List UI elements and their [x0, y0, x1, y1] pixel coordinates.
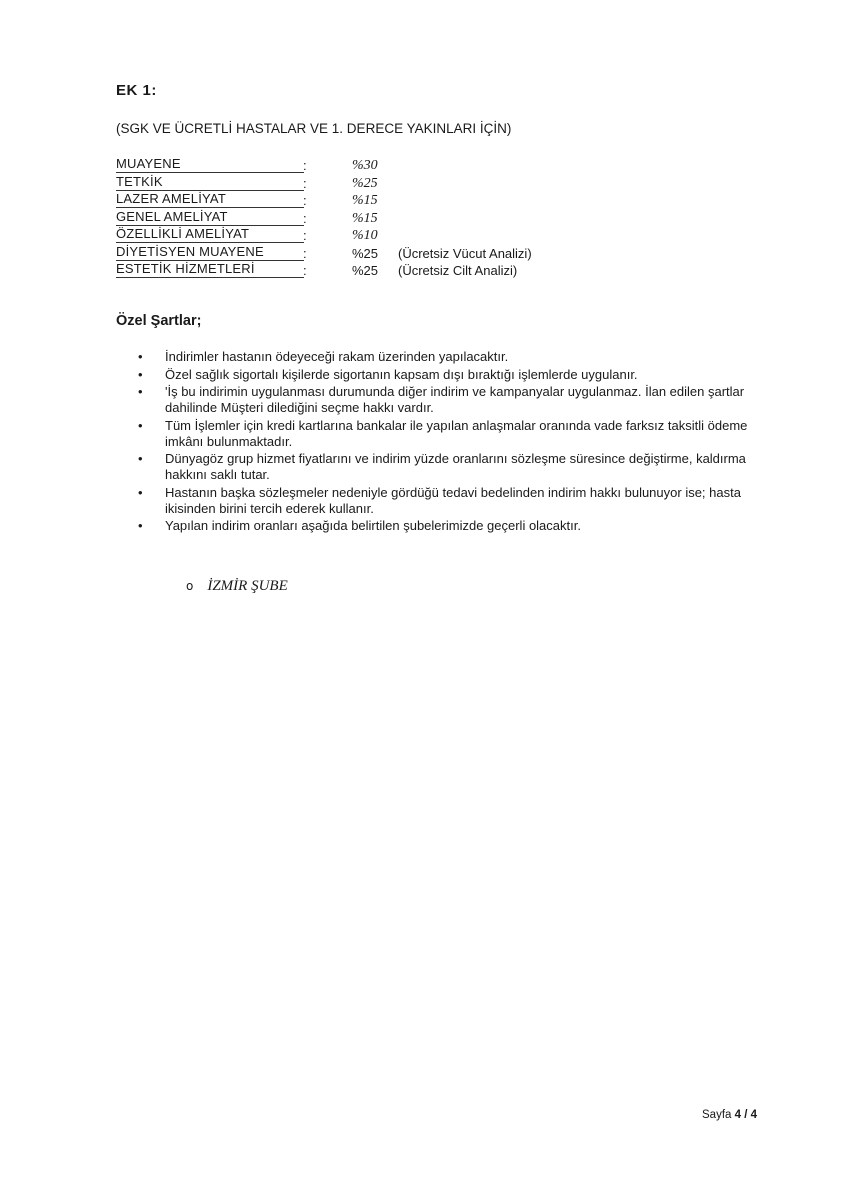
rate-row — [116, 210, 716, 228]
rate-value: %15 — [352, 193, 378, 208]
rate-row — [116, 157, 716, 175]
appendix-title: EK 1: — [116, 82, 157, 99]
rate-value: %25 — [352, 245, 379, 261]
rate-colon: : — [303, 245, 307, 261]
page-count: 4 / 4 — [734, 1109, 757, 1121]
rate-label: DİYETİSYEN MUAYENE — [116, 245, 304, 261]
rate-label: TETKİK — [116, 175, 304, 191]
page-label: Sayfa — [702, 1109, 735, 1121]
special-conditions-list — [138, 349, 778, 536]
list-item — [138, 518, 778, 534]
list-item — [138, 451, 778, 483]
bullet-icon: • — [138, 417, 143, 433]
list-item — [138, 418, 778, 450]
rate-value: %10 — [352, 228, 378, 243]
rate-label: MUAYENE — [116, 157, 304, 173]
rate-colon: : — [303, 175, 307, 191]
rate-colon: : — [303, 158, 307, 173]
condition-text: Yapılan indirim oranları aşağıda belirtilen şubelerimizde geçerli olacaktır. — [165, 518, 581, 533]
bullet-icon: • — [138, 518, 143, 533]
rate-colon: : — [303, 193, 307, 208]
rate-colon: : — [303, 228, 307, 243]
rate-value: %25 — [352, 175, 378, 191]
discount-rates-table — [116, 157, 716, 280]
branch-list-item — [186, 578, 288, 595]
rate-value: %25 — [352, 263, 379, 278]
special-conditions-title: Özel Şartlar; — [116, 313, 202, 329]
bullet-icon: • — [138, 484, 143, 500]
rate-label: GENEL AMELİYAT — [116, 210, 304, 226]
page-number — [702, 1109, 757, 1121]
bullet-icon: • — [138, 349, 143, 364]
rate-row — [116, 192, 716, 210]
condition-text: Özel sağlık sigortalı kişilerde sigortanın kapsam dışı bıraktığı işlemlerde uygulanır. — [165, 366, 638, 382]
rate-colon: : — [303, 210, 307, 226]
rate-note: (Ücretsiz Vücut Analizi) — [398, 245, 532, 261]
list-item — [138, 384, 778, 416]
list-item — [138, 367, 778, 383]
rate-label: ÖZELLİKLİ AMELİYAT — [116, 227, 304, 243]
rate-row — [116, 245, 716, 263]
condition-text: Hastanın başka sözleşmeler nedeniyle gördüğü tedavi bedelinden indirim hakkı bulunuyor ise; hasta ikisinden birini tercih ederek kullanır. — [165, 484, 741, 516]
list-item — [138, 349, 778, 365]
rate-row — [116, 227, 716, 245]
rate-row — [116, 175, 716, 193]
rate-label: ESTETİK HİZMETLERİ — [116, 262, 304, 278]
rate-row — [116, 262, 716, 280]
rate-colon: : — [303, 263, 307, 278]
rate-value: %15 — [352, 210, 378, 226]
bullet-icon: • — [138, 366, 143, 382]
circle-bullet-icon: o — [186, 579, 194, 593]
list-item — [138, 485, 778, 517]
branch-name: İZMİR ŞUBE — [207, 578, 288, 594]
rate-note: (Ücretsiz Cilt Analizi) — [398, 263, 518, 278]
condition-text: Dünyagöz grup hizmet fiyatlarını ve indirim yüzde oranlarını sözleşme süresince değiştirme, kaldırma hakkını saklı tutar. — [165, 451, 746, 482]
condition-text: 'İş bu indirimin uygulanması durumunda diğer indirim ve kampanyalar uygulanmaz. İlan edilen şartlar dahilinde Müşteri dilediğini seçme hakkı vardır. — [165, 384, 745, 415]
condition-text: Tüm İşlemler için kredi kartlarına bankalar ile yapılan anlaşmalar oranında vade farksız taksitli ödeme imkânı bulunmaktadır. — [165, 417, 748, 449]
rate-label: LAZER AMELİYAT — [116, 192, 304, 208]
bullet-icon: • — [138, 384, 143, 399]
rate-value: %30 — [352, 158, 378, 173]
appendix-subtitle: (SGK VE ÜCRETLİ HASTALAR VE 1. DERECE YAKINLARI İÇİN) — [116, 121, 512, 136]
bullet-icon: • — [138, 451, 143, 466]
condition-text: İndirimler hastanın ödeyeceği rakam üzerinden yapılacaktır. — [165, 349, 509, 364]
